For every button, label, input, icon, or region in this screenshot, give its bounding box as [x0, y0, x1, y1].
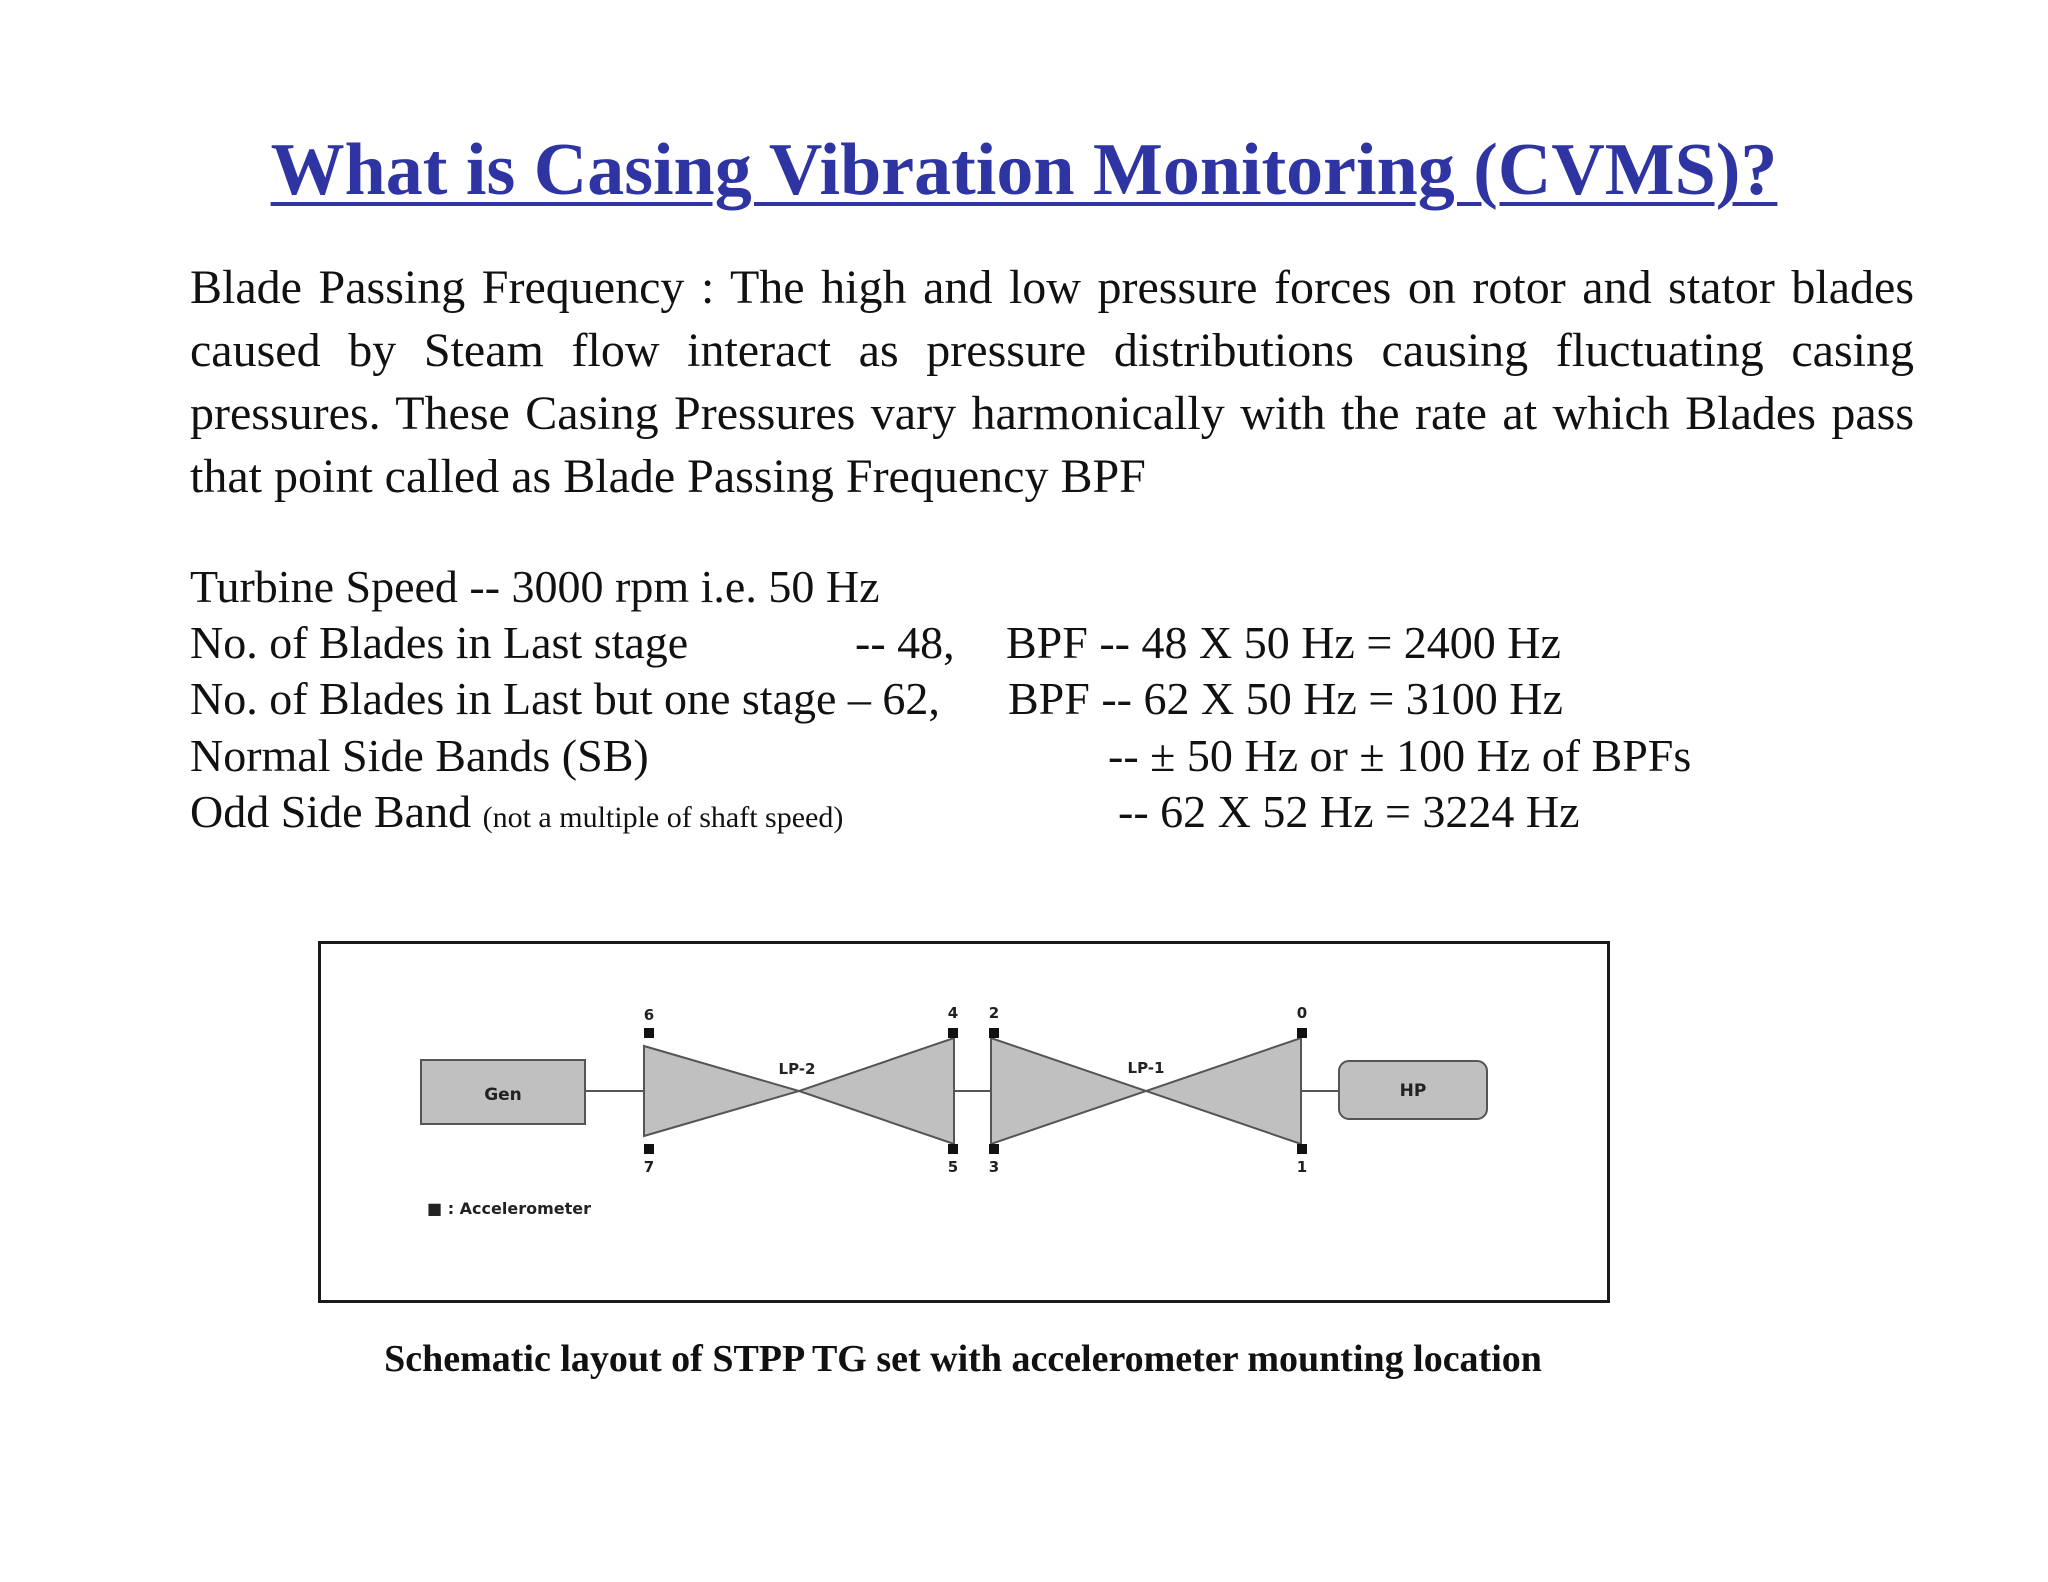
sensor-1-label: 1 — [1296, 1158, 1308, 1176]
accelerometer-2-icon — [989, 1028, 999, 1038]
sensor-2-label: 2 — [988, 1004, 1000, 1022]
lp2-label: LP-2 — [778, 1060, 816, 1078]
lp1-label: LP-1 — [1127, 1059, 1165, 1077]
last-stage-bpf: BPF -- 48 X 50 Hz = 2400 Hz — [1006, 617, 1561, 668]
last-but-one-label: No. of Blades in Last but one stage – 62, — [190, 673, 940, 724]
lp2-left-cone — [644, 1046, 799, 1136]
lp1-right-cone — [1146, 1038, 1301, 1144]
turbine-speed: Turbine Speed -- 3000 rpm i.e. 50 Hz — [190, 561, 880, 612]
hp-label: HP — [1399, 1081, 1427, 1101]
last-stage-label: No. of Blades in Last stage — [190, 617, 689, 668]
odd-sb-label: Odd Side Band — [190, 786, 472, 837]
accelerometer-7-icon — [644, 1144, 654, 1154]
figure-caption: Schematic layout of STPP TG set with accelerometer mounting location — [384, 1338, 1542, 1380]
odd-sb-line — [190, 785, 843, 838]
generator-label: Gen — [484, 1085, 522, 1105]
slide-title: What is Casing Vibration Monitoring (CVMS)? — [270, 129, 1778, 211]
sensor-3-label: 3 — [988, 1158, 1000, 1176]
normal-sb-label: Normal Side Bands (SB) — [190, 730, 649, 781]
normal-sb-value: -- ± 50 Hz or ± 100 Hz of BPFs — [1108, 730, 1692, 781]
sensor-7-label: 7 — [643, 1158, 655, 1176]
last-stage-count: -- 48, — [855, 617, 955, 668]
accelerometer-3-icon — [989, 1144, 999, 1154]
sensor-6-label: 6 — [643, 1006, 655, 1024]
accelerometer-5-icon — [948, 1144, 958, 1154]
accelerometer-4-icon — [948, 1028, 958, 1038]
lp2-right-cone — [799, 1038, 954, 1144]
schematic-diagram — [318, 941, 1610, 1303]
lp1-left-cone — [991, 1038, 1146, 1144]
sensor-4-label: 4 — [947, 1004, 959, 1022]
sensor-0-label: 0 — [1296, 1004, 1308, 1022]
accelerometer-legend: ■ : Accelerometer — [427, 1199, 591, 1218]
last-but-one-bpf: BPF -- 62 X 50 Hz = 3100 Hz — [1008, 673, 1563, 724]
sensor-5-label: 5 — [947, 1158, 959, 1176]
bpf-definition: Blade Passing Frequency : The high and low pressure forces on rotor and stator blades caused by Steam flow interact as pressure distributions causing fluctuating casing pressures. These Casing Pressures vary harmonically with the rate at which Blades pass that point called as Blade Passing Frequency BPF — [190, 261, 1914, 503]
odd-sb-value: -- 62 X 52 Hz = 3224 Hz — [1118, 786, 1580, 837]
accelerometer-1-icon — [1297, 1144, 1307, 1154]
accelerometer-6-icon — [644, 1028, 654, 1038]
accelerometer-0-icon — [1297, 1028, 1307, 1038]
odd-sb-note: (not a multiple of shaft speed) — [482, 801, 844, 834]
schematic-svg — [321, 944, 1607, 1300]
